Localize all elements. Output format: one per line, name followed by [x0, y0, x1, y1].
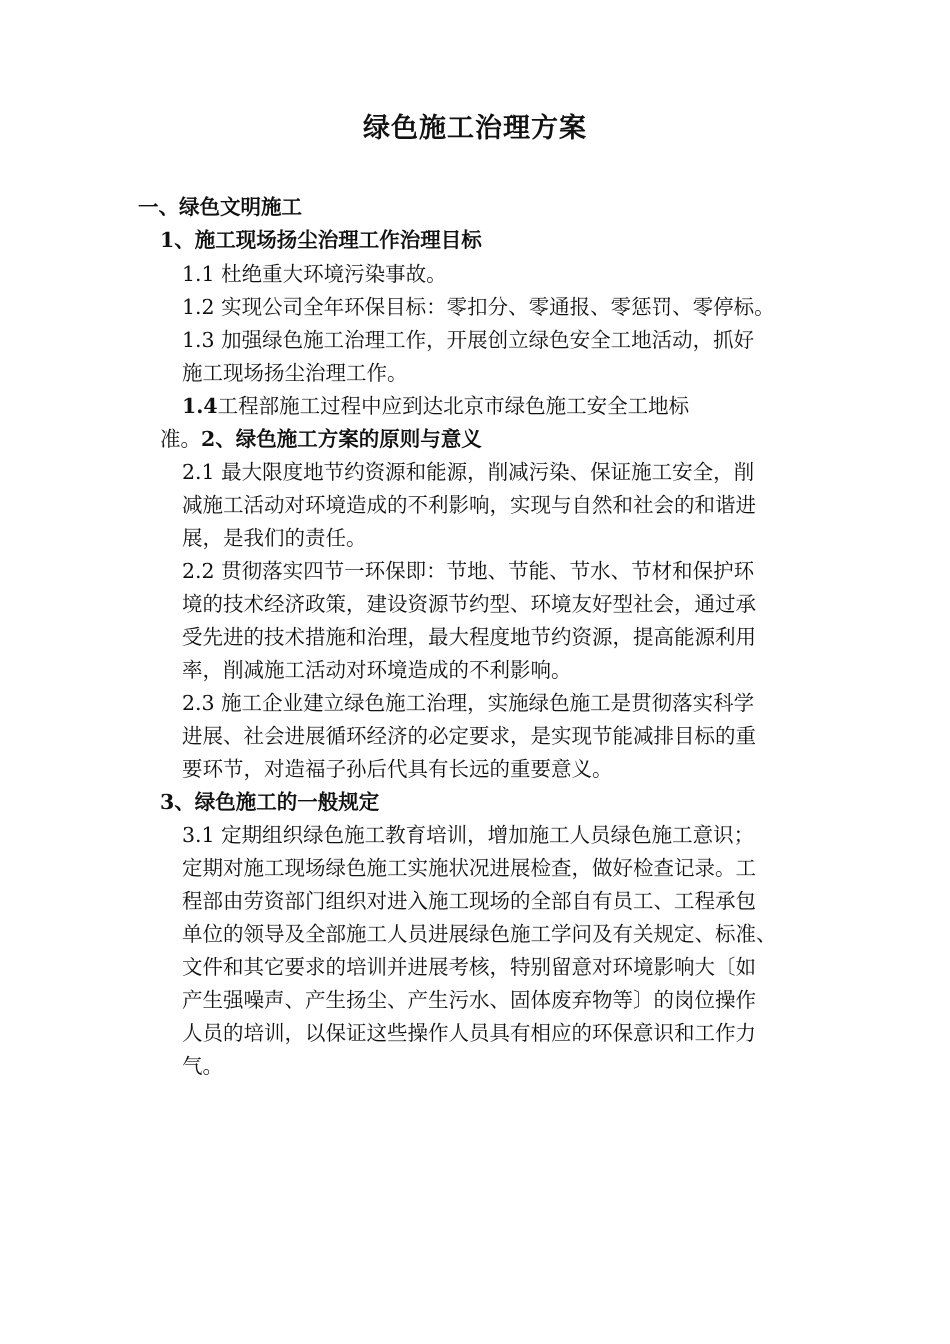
subsection-heading: 1、施工现场扬尘治理工作治理目标 [160, 228, 482, 252]
paragraph-line: 2.1 最大限度地节约资源和能源，削减污染、保证施工安全，削 [182, 460, 755, 484]
paragraph-line: 1.2 实现公司全年环保目标：零扣分、零通报、零惩罚、零停标。 [182, 295, 775, 319]
paragraph-line: 2.2 贯彻落实四节一环保即：节地、节能、节水、节材和保护环 [182, 559, 755, 583]
paragraph-line [160, 427, 482, 451]
subsection-heading: 2、绿色施工方案的原则与意义 [201, 427, 482, 451]
paragraph-line: 率，削减施工活动对环境造成的不利影响。 [182, 658, 572, 682]
subsection-heading: 3、绿色施工的一般规定 [160, 790, 380, 814]
paragraph-line: 文件和其它要求的培训并进展考核，特别留意对环境影响大〔如 [182, 955, 756, 979]
item-number: 1.4 [182, 394, 218, 418]
paragraph-line [182, 394, 689, 418]
paragraph-line: 进展、社会进展循环经济的必定要求，是实现节能减排目标的重 [182, 724, 756, 748]
item-tail: 准。 [160, 427, 201, 451]
paragraph-line: 3.1 定期组织绿色施工教育培训，增加施工人员绿色施工意识； [182, 823, 755, 847]
paragraph-line: 程部由劳资部门组织对进入施工现场的全部自有员工、工程承包 [182, 889, 756, 913]
paragraph-line: 受先进的技术措施和治理，最大程度地节约资源，提高能源利用 [182, 625, 756, 649]
paragraph-line: 2.3 施工企业建立绿色施工治理，实施绿色施工是贯彻落实科学 [182, 691, 755, 715]
item-text: 工程部施工过程中应到达北京市绿色施工安全工地标 [217, 394, 690, 418]
paragraph-line: 施工现场扬尘治理工作。 [182, 361, 408, 385]
paragraph-line: 1.3 加强绿色施工治理工作，开展创立绿色安全工地活动，抓好 [182, 328, 755, 352]
paragraph-line: 展，是我们的责任。 [182, 526, 367, 550]
paragraph-line: 气。 [182, 1054, 223, 1078]
paragraph-line: 1.1 杜绝重大环境污染事故。 [182, 262, 447, 286]
section-heading: 一、绿色文明施工 [138, 195, 302, 219]
paragraph-line: 要环节，对造福子孙后代具有长远的重要意义。 [182, 757, 613, 781]
paragraph-line: 境的技术经济政策，建设资源节约型、环境友好型社会，通过承 [182, 592, 756, 616]
paragraph-line: 单位的领导及全部施工人员进展绿色施工学问及有关规定、标准、 [182, 922, 777, 946]
document-title: 绿色施工治理方案 [363, 113, 587, 144]
paragraph-line: 定期对施工现场绿色施工实施状况进展检查，做好检查记录。工 [182, 856, 756, 880]
paragraph-line: 减施工活动对环境造成的不利影响，实现与自然和社会的和谐进 [182, 493, 756, 517]
paragraph-line: 产生强噪声、产生扬尘、产生污水、固体废弃物等〕的岗位操作 [182, 988, 756, 1012]
paragraph-line: 人员的培训，以保证这些操作人员具有相应的环保意识和工作力 [182, 1021, 756, 1045]
